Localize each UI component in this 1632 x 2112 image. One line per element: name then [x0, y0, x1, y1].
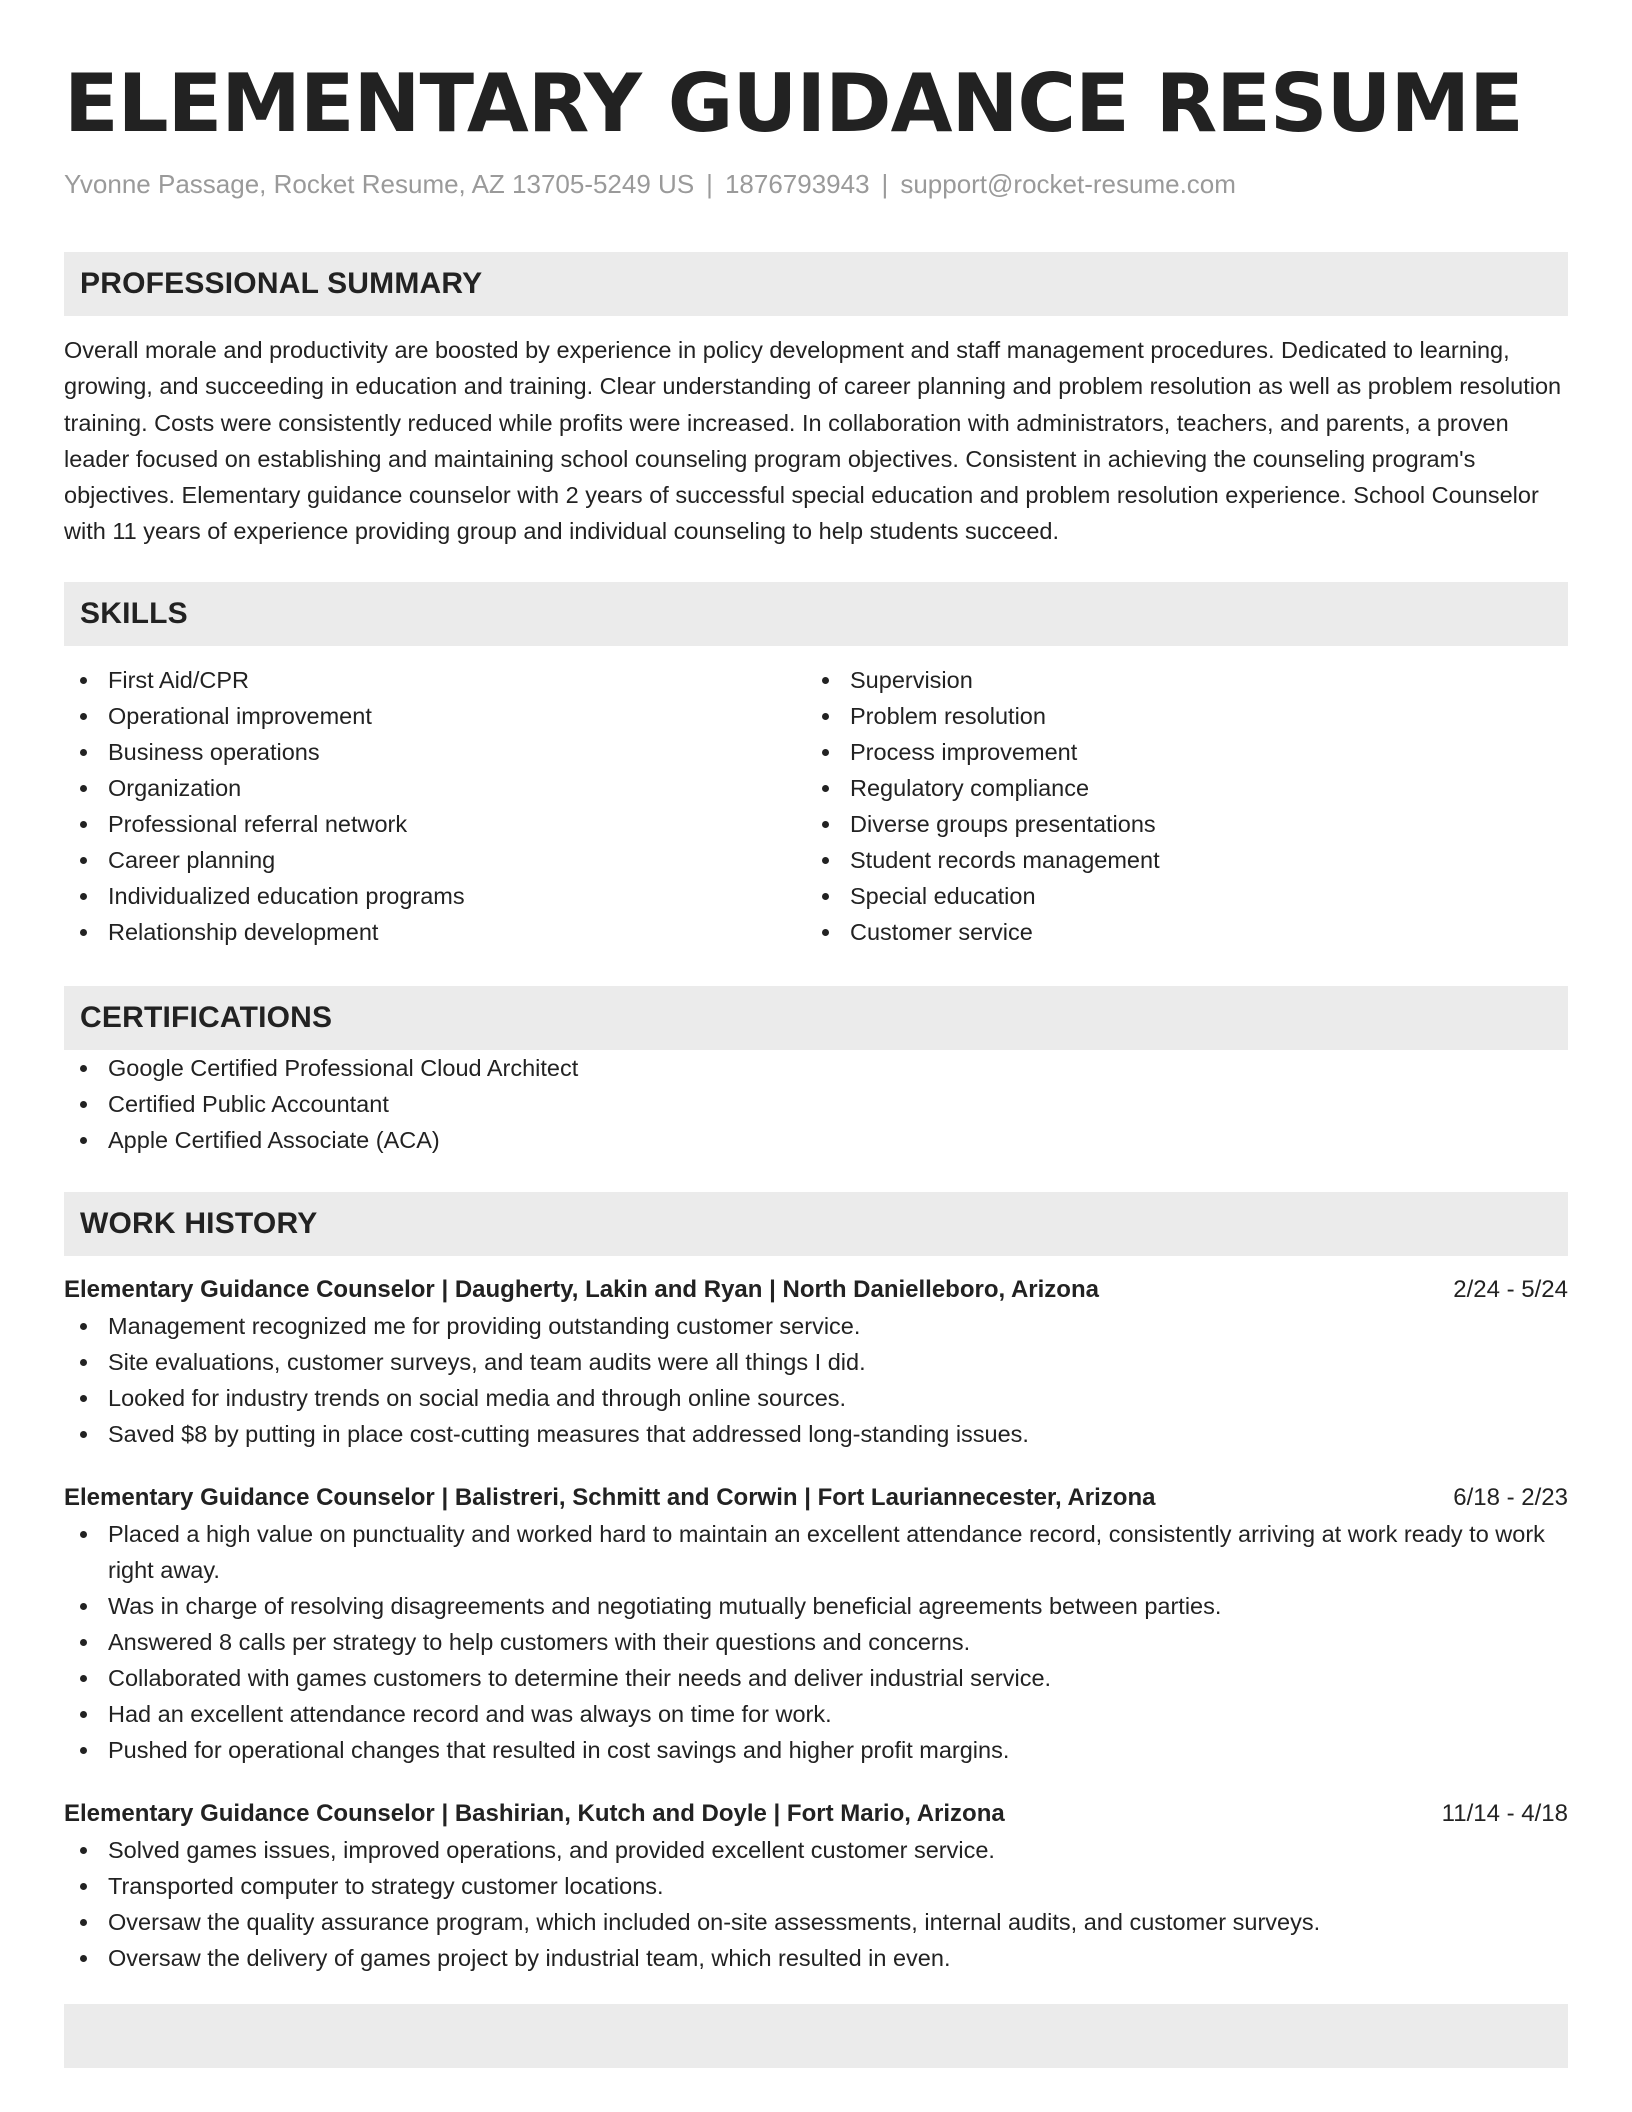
certification-item: Certified Public Accountant	[64, 1086, 1568, 1122]
job-header	[64, 1480, 1568, 1516]
job-title: Elementary Guidance Counselor | Bashirian, Kutch and Doyle | Fort Mario, Arizona	[64, 1799, 1005, 1827]
section-header-next	[64, 2004, 1568, 2068]
job-header	[64, 1272, 1568, 1308]
job-bullet: Site evaluations, customer surveys, and team audits were all things I did.	[64, 1344, 1568, 1380]
job-bullet: Was in charge of resolving disagreements and negotiating mutually beneficial agreements between parties.	[64, 1588, 1568, 1624]
job-dates: 6/18 - 2/23	[1453, 1483, 1568, 1511]
section-title: SKILLS	[80, 596, 188, 630]
resume-title: ELEMENTARY GUIDANCE RESUME	[64, 57, 1523, 150]
job-bullet: Management recognized me for providing outstanding customer service.	[64, 1308, 1568, 1344]
contact-separator: |	[706, 169, 713, 199]
job-entry	[64, 1480, 1568, 1768]
job-bullets	[64, 1832, 1568, 1976]
skill-item: Individualized education programs	[64, 878, 806, 914]
job-bullet: Had an excellent attendance record and was always on time for work.	[64, 1696, 1568, 1732]
job-bullet: Oversaw the delivery of games project by industrial team, which resulted in even.	[64, 1940, 1568, 1976]
section-title: PROFESSIONAL SUMMARY	[80, 267, 483, 300]
job-bullet: Pushed for operational changes that resulted in cost savings and higher profit margins.	[64, 1732, 1568, 1768]
section-header-summary	[64, 252, 1568, 316]
skill-item: Business operations	[64, 734, 806, 770]
certification-item: Apple Certified Associate (ACA)	[64, 1122, 1568, 1158]
contact-address: Yvonne Passage, Rocket Resume, AZ 13705-5249 US	[64, 169, 695, 199]
job-bullet: Looked for industry trends on social media and through online sources.	[64, 1380, 1568, 1416]
skill-item: Customer service	[806, 914, 1548, 950]
contact-separator: |	[881, 169, 889, 199]
summary-text: Overall morale and productivity are boosted by experience in policy development and staff management procedures. Dedicated to learning, growing, and succeeding in education and training. Clear understanding of career planning and problem resolution as well as problem resolution training. Costs were consistently reduced while profits were increased. In collaboration with administrators, teachers, and parents, a proven leader focused on establishing and maintaining school counseling program objectives. Consistent in achieving the counseling program's objectives. Elementary guidance counselor with 2 years of successful special education and problem resolution experience. School Counselor with 11 years of experience providing group and individual counseling to help students succeed.	[64, 337, 1562, 545]
skills-list-left	[64, 662, 806, 950]
job-bullet: Oversaw the quality assurance program, which included on-site assessments, internal audits, and customer surveys.	[64, 1904, 1568, 1940]
skill-item: Problem resolution	[806, 698, 1548, 734]
skill-item: Regulatory compliance	[806, 770, 1548, 806]
skill-item: First Aid/CPR	[64, 662, 806, 698]
skills-grid	[64, 662, 1568, 950]
job-bullet: Answered 8 calls per strategy to help customers with their questions and concerns.	[64, 1624, 1568, 1660]
section-title: WORK HISTORY	[80, 1206, 318, 1240]
job-entry	[64, 1272, 1568, 1452]
skill-item: Diverse groups presentations	[806, 806, 1548, 842]
certification-item: Google Certified Professional Cloud Architect	[64, 1050, 1568, 1086]
skill-item: Organization	[64, 770, 806, 806]
job-dates: 2/24 - 5/24	[1453, 1275, 1568, 1303]
job-bullets	[64, 1308, 1568, 1452]
job-dates: 11/14 - 4/18	[1441, 1799, 1568, 1827]
job-title: Elementary Guidance Counselor | Daugherty, Lakin and Ryan | North Danielleboro, Arizona	[64, 1275, 1099, 1303]
job-bullet: Placed a high value on punctuality and worked hard to maintain an excellent attendance record, consistently arriving at work ready to work right away.	[64, 1516, 1568, 1588]
skills-list-right	[806, 662, 1548, 950]
skill-item: Process improvement	[806, 734, 1548, 770]
job-entry	[64, 1796, 1568, 1976]
job-header	[64, 1796, 1568, 1832]
section-header-certifications	[64, 986, 1568, 1050]
section-title: CERTIFICATIONS	[80, 1000, 333, 1034]
skill-item: Operational improvement	[64, 698, 806, 734]
job-bullet: Transported computer to strategy customer locations.	[64, 1868, 1568, 1904]
contact-email: support@rocket-resume.com	[900, 169, 1236, 199]
contact-phone: 1876793943	[724, 169, 870, 199]
certifications-list	[64, 1050, 1568, 1158]
skill-item: Professional referral network	[64, 806, 806, 842]
section-header-skills	[64, 582, 1568, 646]
skill-item: Special education	[806, 878, 1548, 914]
job-bullet: Collaborated with games customers to determine their needs and deliver industrial service.	[64, 1660, 1568, 1696]
job-title: Elementary Guidance Counselor | Balistreri, Schmitt and Corwin | Fort Lauriannecester, Arizona	[64, 1483, 1156, 1511]
job-bullet: Saved $8 by putting in place cost-cutting measures that addressed long-standing issues.	[64, 1416, 1568, 1452]
skill-item: Student records management	[806, 842, 1548, 878]
job-bullet: Solved games issues, improved operations, and provided excellent customer service.	[64, 1832, 1568, 1868]
skill-item: Relationship development	[64, 914, 806, 950]
job-bullets	[64, 1516, 1568, 1768]
section-header-work-history	[64, 1192, 1568, 1256]
contact-line	[64, 168, 1568, 200]
skill-item: Supervision	[806, 662, 1548, 698]
resume-page	[64, 0, 1568, 2068]
skill-item: Career planning	[64, 842, 806, 878]
